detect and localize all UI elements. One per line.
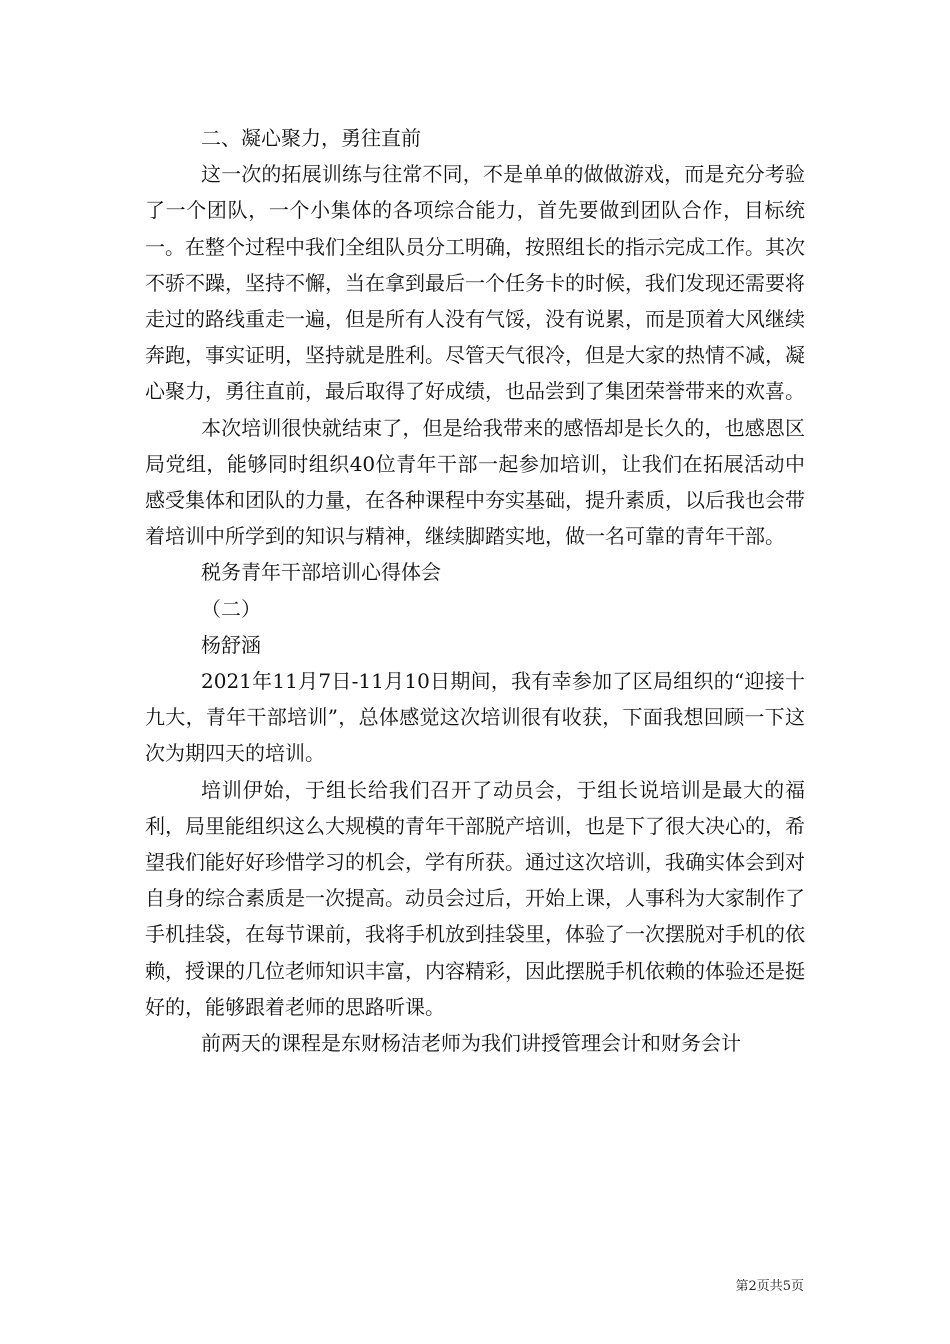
article-title: 税务青年干部培训心得体会	[201, 560, 441, 585]
paragraph-courses: 前两天的课程是东财杨洁老师为我们讲授管理会计和财务会计	[201, 1031, 741, 1056]
document-body	[145, 120, 805, 1061]
paragraph-teamwork: 这一次的拓展训练与往常不同，不是单单的做做游戏，而是充分考验了一个团队，一个小集体的各项综合能力，首先要做到团队合作，目标统一。在整个过程中我们全组队员分工明确，按照组长的指示完成工作。其次不骄不躁，坚持不懈，当在拿到最后一个任务卡的时候，我们发现还需要将走过的路线重走一遍，但是所有人没有气馁，没有说累，而是顶着大风继续奔跑，事实证明，坚持就是胜利。尽管天气很冷，但是大家的热情不减，凝心聚力，勇往直前，最后取得了好成绩，也品尝到了集团荣誉带来的欢喜。	[145, 162, 805, 404]
author-name: 杨舒涵	[201, 632, 261, 657]
article-subtitle: （二）	[201, 596, 261, 621]
paragraph-intro: 2021年11月7日-11月10日期间，我有幸参加了区局组织的“迎接十九大，青年干部培训”，总体感觉这次培训很有收获，下面我想回顾一下这次为期四天的培训。	[145, 669, 805, 766]
section-heading: 二、凝心聚力，勇往直前	[201, 126, 421, 150]
page-number: 第2页共5页	[735, 1279, 804, 1294]
paragraph-conclusion: 本次培训很快就结束了，但是给我带来的感悟却是长久的，也感恩区局党组，能够同时组织40位青年干部一起参加培训，让我们在拓展活动中感受集体和团队的力量，在各种课程中夯实基础，提升素质，以后我也会带着培训中所学到的知识与精神，继续脚踏实地，做一名可靠的青年干部。	[145, 415, 805, 549]
paragraph-mobilization: 培训伊始，于组长给我们召开了动员会，于组长说培训是最大的福利，局里能组织这么大规模的青年干部脱产培训，也是下了很大决心的，希望我们能好好珍惜学习的机会，学有所获。通过这次培训，我确实体会到对自身的综合素质是一次提高。动员会过后，开始上课，人事科为大家制作了手机挂袋，在每节课前，我将手机放到挂袋里，体验了一次摆脱对手机的依赖，授课的几位老师知识丰富，内容精彩，因此摆脱手机依赖的体验还是挺好的，能够跟着老师的思路听课。	[145, 777, 805, 1019]
